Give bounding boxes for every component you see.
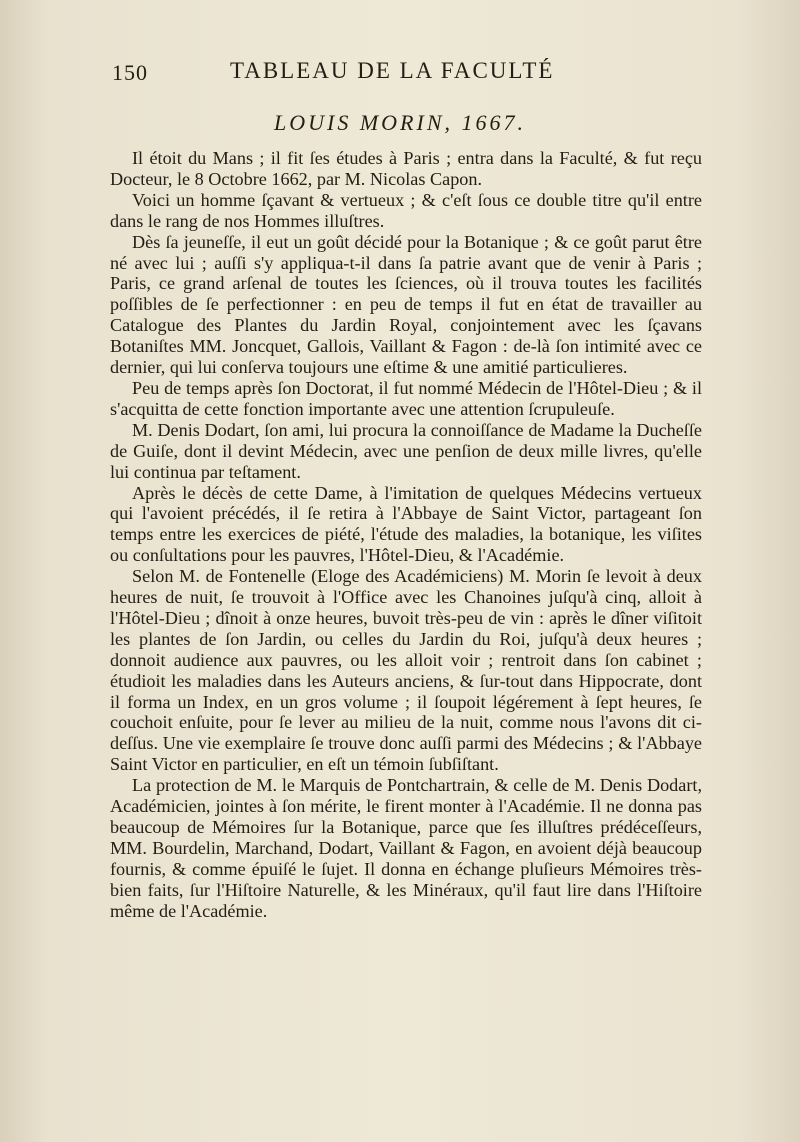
running-head: TABLEAU DE LA FACULTÉ [230,58,555,83]
paragraph: Il étoit du Mans ; il fit ſes études à Paris ; entra dans la Faculté, & fut reçu Docteur, le 8 Octobre 1662, par M. Nicolas Capon. [110,148,702,189]
paragraph: La protection de M. le Marquis de Pontchartrain, & celle de M. Denis Dodart, Académicien, jointes à ſon mérite, le firent monter à l'Académie. Il ne donna pas beaucoup de Mémoires ſur la Botanique, parce que ſes illuſtres prédéceſſeurs, MM. Bourdelin, Marchand, Dodart, Vaillant & Fagon, en avoient déjà beaucoup fournis, & comme épuiſé le ſujet. Il donna en échange pluſieurs Mémoires très-bien faits, ſur l'Hiſtoire Naturelle, & les Minéraux, qu'il faut lire dans l'Hiſtoire même de l'Académie. [110,775,702,921]
page-header [112,58,697,94]
paragraph: M. Denis Dodart, ſon ami, lui procura la connoiſſance de Madame la Ducheſſe de Guiſe, dont il devint Médecin, avec une penſion de deux mille livres, qu'elle lui continua par teſtament. [110,419,702,482]
article-body [110,148,702,922]
paragraph: Voici un homme ſçavant & vertueux ; & c'eſt ſous ce double titre qu'il entre dans le rang de nos Hommes illuſtres. [110,189,702,231]
paragraph: Peu de temps après ſon Doctorat, il fut nommé Médecin de l'Hôtel-Dieu ; & il s'acquitta de cette fonction importante avec une attention ſcrupuleuſe. [110,377,702,419]
paragraph: Selon M. de Fontenelle (Eloge des Académiciens) M. Morin ſe levoit à deux heures de nuit, ſe trouvoit à l'Office avec les Chanoines juſqu'à cinq, alloit à l'Hôtel-Dieu ; dînoit à onze heures, buvoit très-peu de vin : après le dîner viſitoit les plantes de ſon Jardin, ou celles du Jardin du Roi, juſqu'à deux heures ; donnoit audience aux pauvres, ou les alloit voir ; rentroit dans ſon cabinet ; étudioit les maladies dans les Auteurs anciens, & ſur-tout dans Hippocrate, dont il forma un Index, en un gros volume ; il ſoupoit légérement à ſept heures, ſe couchoit enſuite, pour ſe lever au milieu de la nuit, comme nous l'avons dit ci-deſſus. Une vie exemplaire ſe trouve donc auſſi parmi des Médecins ; & l'Abbaye Saint Victor en particulier, en eſt un témoin ſubſiſtant. [110,566,702,775]
article-title: LOUIS MORIN, 1667. [274,110,526,135]
paragraph: Dès ſa jeuneſſe, il eut un goût décidé pour la Botanique ; & ce goût parut être né avec lui ; auſſi s'y appliqua-t-il dans ſa patrie avant que de venir à Paris ; Paris, ce grand arſenal de toutes les ſciences, où il trouva toutes les facilités poſſibles de ſe perfectionner : en peu de temps il fut en état de travailler au Catalogue des Plantes du Jardin Royal, conjointement avec les ſçavans Botaniſtes MM. Joncquet, Gallois, Vaillant & Fagon : de-là ſon intimité avec ce dernier, qui lui conſerva toujours une eſtime & une amitié particulieres. [110,231,702,378]
page-number: 150 [112,60,148,85]
paragraph: Après le décès de cette Dame, à l'imitation de quelques Médecins vertueux qui l'avoient précédés, il ſe retira à l'Abbaye de Saint Victor, partageant ſon temps entre les exercices de piété, l'étude des maladies, la botanique, les viſites ou conſultations pour les pauvres, l'Hôtel-Dieu, & l'Académie. [110,482,702,566]
